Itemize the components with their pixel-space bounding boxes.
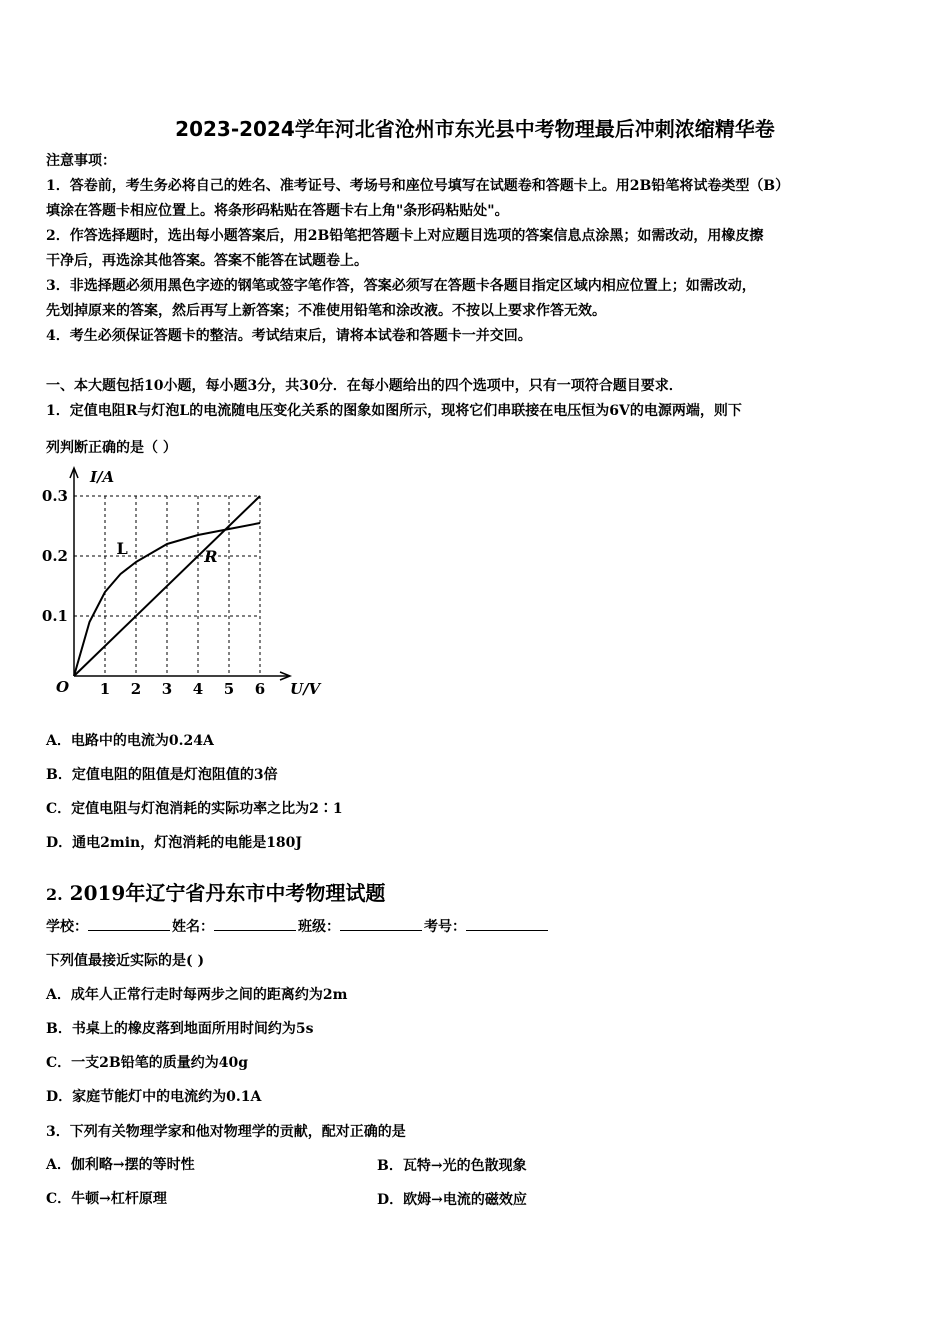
notice-line: 3．非选择题必须用黑色字迹的钢笔或签字笔作答，答案必须写在答题卡各题目指定区域内相应位置上；如需改动， <box>46 278 756 294</box>
q1-option-d: D．通电2min，灯泡消耗的电能是180J <box>46 835 303 851</box>
q2-number: 2. <box>46 885 63 904</box>
q3-stem: 3．下列有关物理学家和他对物理学的贡献，配对正确的是 <box>46 1124 406 1140</box>
x-tick-label: 6 <box>254 680 266 698</box>
iu-chart <box>30 462 340 710</box>
q3-option-a: A．伽利略→摆的等时性 <box>46 1157 195 1173</box>
x-tick-label: 1 <box>99 680 111 698</box>
y-tick-label: 0.3 <box>41 487 68 505</box>
y-tick-label: 0.1 <box>41 607 68 625</box>
name-label: 姓名： <box>172 919 214 935</box>
school-field[interactable] <box>88 916 170 931</box>
q3-option-c: C．牛顿→杠杆原理 <box>46 1191 167 1207</box>
class-label: 班级： <box>298 919 340 935</box>
q1-option-b: B．定值电阻的阻值是灯泡阻值的3倍 <box>46 767 278 783</box>
q2-heading <box>46 877 385 906</box>
page-title: 2023-2024学年河北省沧州市东光县中考物理最后冲刺浓缩精华卷 <box>175 117 775 141</box>
series-label-l: L <box>116 539 128 558</box>
class-field[interactable] <box>340 916 422 931</box>
notice-line: 1．答卷前，考生务必将自己的姓名、准考证号、考场号和座位号填写在试题卷和答题卡上。用2B铅笔将试卷类型（B） <box>46 178 790 194</box>
x-tick-label: 3 <box>161 680 173 698</box>
exam-number-label: 考号： <box>424 919 466 935</box>
notice-heading: 注意事项： <box>46 153 116 169</box>
q2-option-c: C．一支2B铅笔的质量约为40g <box>46 1055 248 1071</box>
notice-line: 先划掉原来的答案，然后再写上新答案；不准使用铅笔和涂改液。不按以上要求作答无效。 <box>46 303 606 319</box>
q1-option-a: A．电路中的电流为0.24A <box>46 733 214 749</box>
x-axis-label: U/V <box>290 680 321 698</box>
notice-line: 干净后，再选涂其他答案。答案不能答在试题卷上。 <box>46 253 368 269</box>
notice-line: 2．作答选择题时，选出每小题答案后，用2B铅笔把答题卡上对应题目选项的答案信息点涂黑；如需改动，用橡皮擦 <box>46 228 764 244</box>
info-fields <box>46 916 550 936</box>
notice-line: 填涂在答题卡相应位置上。将条形码粘贴在答题卡右上角"条形码粘贴处"。 <box>46 203 509 219</box>
section-heading: 一、本大题包括10小题，每小题3分，共30分．在每小题给出的四个选项中，只有一项符合题目要求． <box>46 378 683 394</box>
x-tick-label: 4 <box>192 680 204 698</box>
y-axis-label: I/A <box>90 468 115 486</box>
q1-stem: 1．定值电阻R与灯泡L的电流随电压变化关系的图象如图所示，现将它们串联接在电压恒为6V的电源两端，则下 <box>46 403 742 419</box>
x-tick-label: 5 <box>223 680 235 698</box>
y-tick-label: 0.2 <box>41 547 68 565</box>
chart-ticks <box>42 487 265 698</box>
q3-option-b: B．瓦特→光的色散现象 <box>377 1158 527 1174</box>
q1-stem: 列判断正确的是（ ） <box>46 440 177 456</box>
origin-label: O <box>56 678 70 696</box>
q2-option-a: A．成年人正常行走时每两步之间的距离约为2m <box>46 987 348 1003</box>
x-tick-label: 2 <box>130 680 142 698</box>
q3-option-d: D．欧姆→电流的磁效应 <box>377 1192 527 1208</box>
q2-stem: 下列值最接近实际的是( ) <box>46 953 205 969</box>
q2-title: 2019年辽宁省丹东市中考物理试题 <box>69 881 386 905</box>
school-label: 学校： <box>46 919 88 935</box>
name-field[interactable] <box>214 916 296 931</box>
series-label-r: R <box>204 547 218 566</box>
notice-line: 4．考生必须保证答题卡的整洁。考试结束后，请将本试卷和答题卡一并交回。 <box>46 328 532 344</box>
q2-option-b: B．书桌上的橡皮落到地面所用时间约为5s <box>46 1021 314 1037</box>
q1-option-c: C．定值电阻与灯泡消耗的实际功率之比为2∶1 <box>46 801 343 817</box>
exam-number-field[interactable] <box>466 916 548 931</box>
q2-option-d: D．家庭节能灯中的电流约为0.1A <box>46 1089 262 1105</box>
